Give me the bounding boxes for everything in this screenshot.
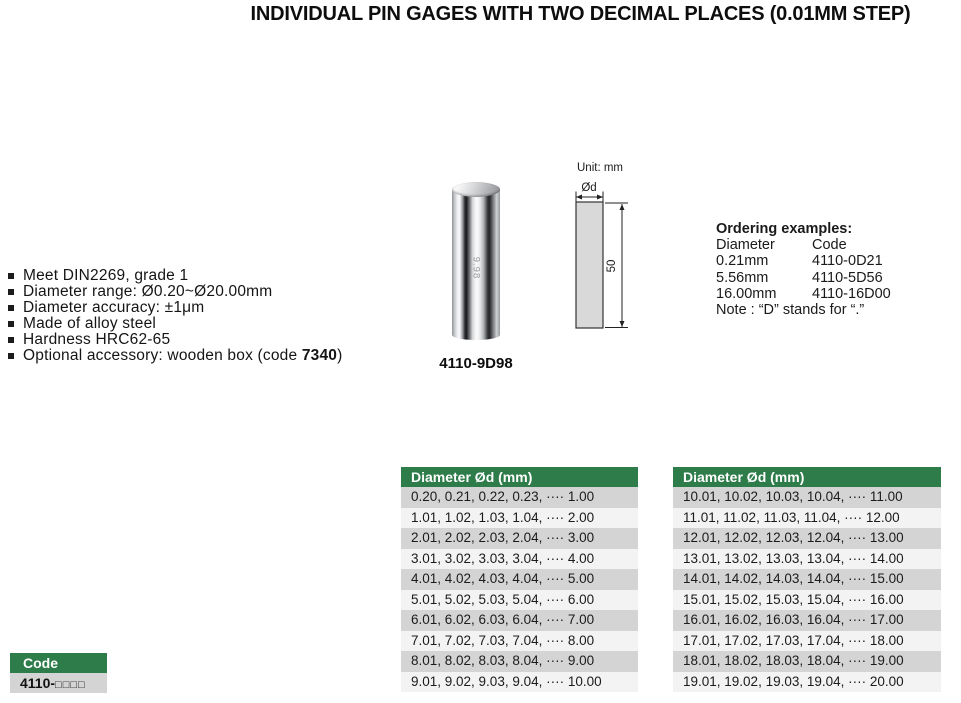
ordering-title: Ordering examples: bbox=[716, 221, 853, 237]
table-row: 18.01, 18.02, 18.03, 18.04, ···· 19.00 bbox=[673, 651, 941, 672]
ordering-examples bbox=[716, 221, 956, 318]
table-row: 3.01, 3.02, 3.03, 3.04, ···· 4.00 bbox=[401, 549, 638, 570]
unit-label: Unit: mm bbox=[577, 162, 623, 174]
feature-list bbox=[8, 268, 342, 363]
pin-profile-rect bbox=[576, 202, 603, 328]
table-body bbox=[401, 487, 638, 692]
bullet-square-icon bbox=[8, 337, 14, 343]
ordering-diameter: 0.21mm bbox=[716, 253, 769, 270]
table-row: 1.01, 1.02, 1.03, 1.04, ···· 2.00 bbox=[401, 508, 638, 529]
page-title: INDIVIDUAL PIN GAGES WITH TWO DECIMAL PLACES (0.01MM STEP) bbox=[250, 3, 911, 25]
feature-text-suffix: ) bbox=[337, 346, 343, 364]
feature-text: Hardness HRC62-65 bbox=[23, 330, 171, 348]
feature-item bbox=[8, 332, 342, 348]
code-prefix: 4110- bbox=[20, 675, 56, 691]
ordering-code: 4110-16D00 bbox=[812, 285, 891, 302]
accessory-code: 7340 bbox=[301, 346, 338, 364]
table-row: 5.01, 5.02, 5.03, 5.04, ···· 6.00 bbox=[401, 590, 638, 611]
bullet-square-icon bbox=[8, 321, 14, 327]
pin-cylinder bbox=[452, 190, 500, 340]
feature-item bbox=[8, 316, 342, 332]
feature-text: Diameter accuracy: ±1μm bbox=[23, 298, 205, 316]
table-row: 8.01, 8.02, 8.03, 8.04, ···· 9.00 bbox=[401, 651, 638, 672]
table-row: 10.01, 10.02, 10.03, 10.04, ···· 11.00 bbox=[673, 487, 941, 508]
table-row: 0.20, 0.21, 0.22, 0.23, ···· 1.00 bbox=[401, 487, 638, 508]
table-row: 4.01, 4.02, 4.03, 4.04, ···· 5.00 bbox=[401, 569, 638, 590]
table-row: 2.01, 2.02, 2.03, 2.04, ···· 3.00 bbox=[401, 528, 638, 549]
table-row: 9.01, 9.02, 9.03, 9.04, ···· 10.00 bbox=[401, 672, 638, 693]
code-placeholder-boxes: □□□□ bbox=[55, 679, 86, 691]
bullet-square-icon bbox=[8, 273, 14, 279]
ordering-code: 4110-0D21 bbox=[812, 253, 883, 270]
table-header: Diameter Ød (mm) bbox=[401, 467, 638, 487]
ordering-diameter: 5.56mm bbox=[716, 269, 769, 286]
table-row: 16.01, 16.02, 16.03, 16.04, ···· 17.00 bbox=[673, 610, 941, 631]
table-row: 12.01, 12.02, 12.03, 12.04, ···· 13.00 bbox=[673, 528, 941, 549]
feature-text: Made of alloy steel bbox=[23, 314, 157, 332]
table-row: 17.01, 17.02, 17.03, 17.04, ···· 18.00 bbox=[673, 631, 941, 652]
code-header: Code bbox=[10, 653, 107, 673]
feature-text: Diameter range: Ø0.20~Ø20.00mm bbox=[23, 282, 273, 300]
feature-text-prefix: Optional accessory: wooden box (code bbox=[23, 346, 302, 364]
table-header: Diameter Ød (mm) bbox=[673, 467, 941, 487]
feature-item bbox=[8, 348, 342, 364]
code-value bbox=[10, 673, 107, 693]
bullet-square-icon bbox=[8, 305, 14, 311]
table-row: 11.01, 11.02, 11.03, 11.04, ···· 12.00 bbox=[673, 508, 941, 529]
feature-item bbox=[8, 300, 342, 316]
table-row: 14.01, 14.02, 14.03, 14.04, ···· 15.00 bbox=[673, 569, 941, 590]
ordering-code: 4110-5D56 bbox=[812, 269, 883, 286]
table-row: 13.01, 13.02, 13.03, 13.04, ···· 14.00 bbox=[673, 549, 941, 570]
bullet-square-icon bbox=[8, 289, 14, 295]
table-row: 19.01, 19.02, 19.03, 19.04, ···· 20.00 bbox=[673, 672, 941, 693]
feature-item bbox=[8, 284, 342, 300]
table-row: 6.01, 6.02, 6.03, 6.04, ···· 7.00 bbox=[401, 610, 638, 631]
diameter-table-2 bbox=[673, 467, 941, 692]
ordering-header-row bbox=[716, 237, 956, 253]
pin-model-label: 4110-9D98 bbox=[439, 355, 513, 372]
feature-text: Meet DIN2269, grade 1 bbox=[23, 267, 189, 284]
ordering-diameter: 16.00mm bbox=[716, 285, 777, 302]
pin-gage-photo bbox=[452, 182, 500, 340]
code-table bbox=[10, 653, 107, 693]
ordering-row bbox=[716, 253, 956, 269]
ordering-row bbox=[716, 286, 956, 302]
length-label: 50 bbox=[606, 259, 618, 273]
ordering-col-code: Code bbox=[812, 237, 847, 254]
dimension-drawing bbox=[558, 156, 648, 341]
feature-item bbox=[8, 268, 342, 284]
bullet-square-icon bbox=[8, 353, 14, 359]
ordering-note: Note : “D” stands for “.” bbox=[716, 302, 865, 319]
pin-top-face bbox=[452, 182, 500, 197]
table-row: 7.01, 7.02, 7.03, 7.04, ···· 8.00 bbox=[401, 631, 638, 652]
diameter-label: Ød bbox=[581, 182, 597, 194]
diameter-table-1 bbox=[401, 467, 638, 692]
table-body bbox=[673, 487, 941, 692]
pin-engraving: 9.98 bbox=[470, 256, 482, 280]
ordering-row bbox=[716, 270, 956, 286]
ordering-col-diameter: Diameter bbox=[716, 237, 775, 254]
feature-text bbox=[23, 348, 342, 364]
table-row: 15.01, 15.02, 15.03, 15.04, ···· 16.00 bbox=[673, 590, 941, 611]
